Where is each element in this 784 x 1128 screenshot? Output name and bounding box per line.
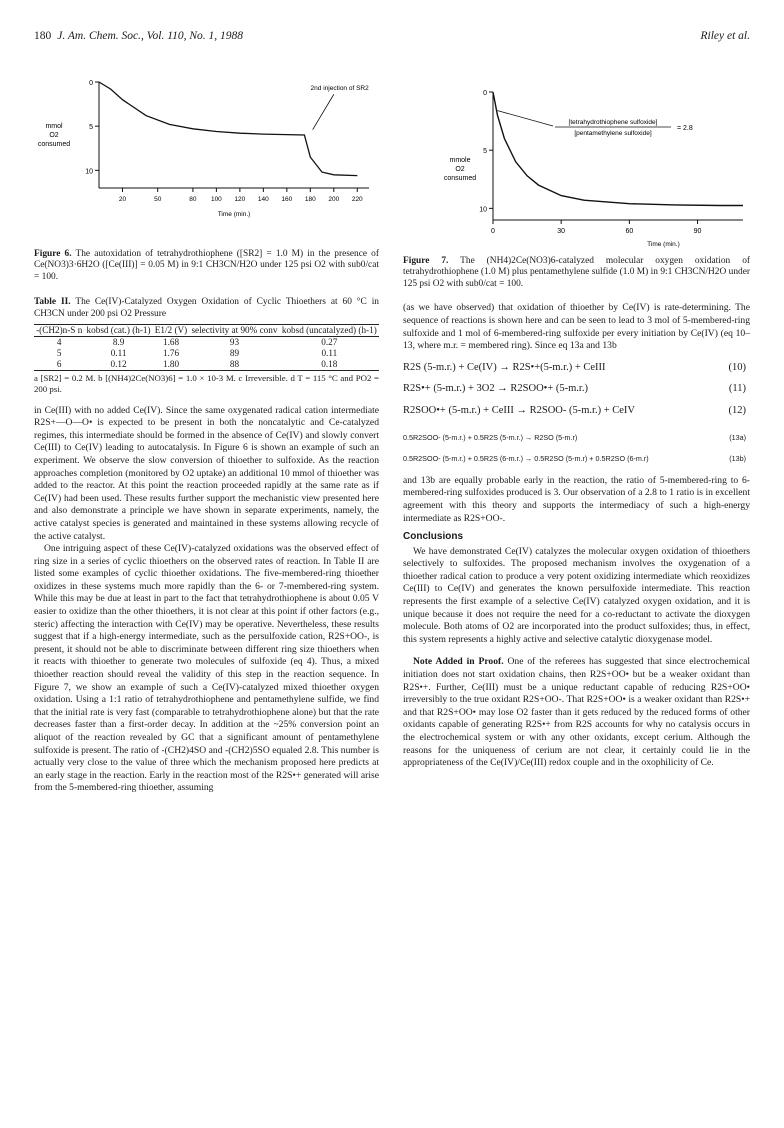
ratio-numerator: [tetrahydrothiophene sulfoxide] (568, 119, 658, 126)
ratio-value: = 2.8 (677, 125, 693, 132)
page-number: 180 (34, 30, 52, 42)
body-paragraph: (as we have observed) that oxidation of thioether by Ce(IV) is rate-determining. The sequence of reactions is shown here and can be seen to lead to 3 mol of 5-membered-ring sulfoxide and 1 mol of 6-membered-ring sulfoxide per every initiation by Ce(IV) (eq 10–13, where m.r. = membered ring). Since eq 13a and 13b (403, 302, 750, 352)
y-axis-label: consumed (443, 175, 477, 182)
x-tick-label: 220 (351, 196, 363, 203)
table-2-label: Table II. (34, 297, 71, 308)
data-series-line (493, 92, 743, 206)
right-column (403, 70, 750, 770)
running-header-left (34, 30, 243, 42)
x-tick-label: 50 (154, 196, 162, 203)
y-tick-label: 5 (483, 148, 487, 156)
table-cell: 93 (229, 336, 240, 347)
annotation-arrow (313, 94, 334, 129)
table-row (34, 336, 379, 348)
table-cell: 1.76 (162, 347, 180, 358)
table-2-col-kuncat: kobsd (uncatalyzed) (h-1) (280, 324, 379, 336)
table-2 (34, 324, 379, 371)
equation-number: (12) (728, 404, 746, 416)
equation-number: (11) (728, 383, 746, 395)
x-tick-label: 0 (491, 228, 495, 235)
table-2-col-n: -(CH2)n-S n (34, 324, 84, 336)
x-tick-label: 120 (234, 196, 246, 203)
x-tick-label: 20 (118, 196, 127, 203)
figure-7-caption-text: The (NH4)2Ce(NO3)6-catalyzed molecular oxygen oxidation of tetrahydrothiophene (1.0 M) plus pentamethylene sulfide (1.0 M) in 9:1 CH3CN/H2O under 125 psi O2 with sub0/cat = 100. (403, 255, 750, 289)
equation-text: R2S (5-m.r.) + Ce(IV) → R2S•+(5-m.r.) + CeIII (403, 361, 606, 373)
table-cell: 5 (56, 347, 62, 358)
y-axis-label: mmol (45, 123, 63, 130)
conclusions-paragraph: We have demonstrated Ce(IV) catalyzes the molecular oxygen oxidation of thioethers selectively to sulfoxides. The proposed mechanism involves the oxygenation of a thioether radical cation to produce a very potent oxidizing intermediate which reoxidizes Ce(III) to Ce(IV) and generates the known persulfoxide intermediate. This reaction represents the first example of a selective Ce(IV) catalyzed oxygen oxidation, and it is unique because it does not require the need for a co-reductant to activate the dioxygen molecule. Both atoms of O2 are incorporated into the product sulfoxides; thus, in effect, this system represents a highly active and selective catalytic dioxygenase model. (403, 545, 750, 645)
figure-6-caption (34, 249, 379, 284)
running-header-authors: Riley et al. (700, 30, 750, 42)
table-cell: 89 (229, 347, 240, 358)
x-axis-label: Time (min.) (217, 211, 251, 218)
equation-number: (13a) (729, 432, 746, 442)
equation-13a (403, 432, 750, 445)
table-cell: 0.18 (280, 359, 379, 371)
figure-6-chart (34, 70, 379, 240)
equation-number: (10) (728, 361, 746, 373)
ratio-pointer-arrow (498, 111, 553, 126)
note-text: One of the referees has suggested that since electrochemical initiation does not start oxidation chains, then R2S+OO• but be a weaker oxidant than R2S•+. Further, Ce(III) must be a unique reductant capable of reducing R2S+OO• irreversibly to the true oxidant R2S+OO-. That R2S+OO• is a weaker oxidant than R2S•+ and that R2S+OO• may lose O2 faster than it gets reduced by the reduced forms of other oxidants capable of generating R2S•+ from R2S accounts for why no catalysis occurs in the electrochemical system or with any other oxidants, except cerium. Although the reasons for the uniqueness of cerium are not clear, it certainly could lie in the appropriateness of the Ce(IV)/Ce(III) redox couple and in the oxophilicity of Ce. (403, 656, 750, 769)
x-tick-label: 140 (257, 196, 269, 203)
figure-6-caption-label: Figure 6. (34, 248, 72, 259)
x-axis-label: Time (min.) (647, 241, 680, 248)
equation-10 (403, 362, 750, 375)
table-cell: 1.80 (153, 359, 190, 371)
equation-number: (13b) (729, 454, 746, 464)
figure-7-caption-label: Figure 7. (403, 255, 449, 266)
x-tick-label: 180 (304, 196, 316, 203)
y-tick-label: 10 (85, 168, 93, 176)
x-tick-label: 30 (557, 228, 566, 235)
figure-7-chart (403, 70, 750, 248)
equation-text: 0.5R2SOO- (5-m.r.) + 0.5R2S (6-m.r.) → 0.5R2SO (5-m.r) + 0.5R2SO (6-m.r) (403, 454, 649, 464)
y-tick-label: 10 (479, 206, 487, 214)
x-tick-label: 160 (281, 196, 293, 203)
y-axis-label: mmole (449, 157, 471, 164)
table-2-title-text: The Ce(IV)-Catalyzed Oxygen Oxidation of Cyclic Thioethers at 60 °C in CH3CN under 200 psi O2 Pressure (34, 297, 379, 319)
table-cell: 0.27 (321, 336, 338, 347)
equation-11 (403, 383, 750, 396)
note-label: Note Added in Proof. (413, 656, 504, 668)
table-2-col-selectivity: selectivity at 90% conv (189, 324, 279, 336)
annotation-2nd-injection: 2nd injection of SR2 (310, 84, 369, 92)
table-cell: 0.11 (110, 347, 127, 358)
equation-text: 0.5R2SOO- (5-m.r.) + 0.5R2S (5-m.r.) → R2SO (5-m.r) (403, 432, 578, 442)
x-tick-label: 80 (189, 196, 197, 203)
figure-6-caption-text: The autoxidation of tetrahydrothiophene ([SR2] = 1.0 M) in the presence of Ce(NO3)3·6H2O ([Ce(III)] = 0.05 M) in 9:1 CH3CN/H2O under 125 psi O2 with sub0/cat = 100. (34, 248, 379, 282)
y-tick-label: 5 (89, 124, 93, 132)
table-2-col-e12: E1/2 (V) (153, 324, 190, 336)
table-row (34, 348, 379, 359)
x-tick-label: 60 (625, 228, 634, 235)
section-heading-conclusions: Conclusions (403, 531, 464, 543)
equation-12 (403, 405, 750, 418)
body-paragraph: in Ce(III) with no added Ce(IV). Since the same oxygenated radical cation intermediate R2S+—O—O• is expected to be present in both the noncatalytic and Ce-catalyzed regimes, this intermediate should be formed in the absence of Ce(IV) and slowly convert Ce(III) to Ce(IV) leading to autocatalysis. In Figure 6 is shown an example of such an experiment. We observe the slow conversion of thioether to sulfoxide. As the reaction approaches completion (monitored by O2 uptake) an additional 10 mmol of thioether was added to the reactor. At this point the reaction proceeded rapidly at the same rate as if Ce(IV) had been used. These results further support the mechanistic view presented here and also demonstrate a principle we have shown in separate experiments, namely, the active catalyst species is generated and maintained in these systems allowing recycle of the active catalyst. (34, 404, 379, 542)
body-paragraph: One intriguing aspect of these Ce(IV)-catalyzed oxidations was the observed effect of ring size in a series of cyclic thioethers on the observed rates of reaction. In Table II are listed some examples of cyclic thioether oxidations. The five-membered-ring thioether oxidizes in these systems much more rapidly than the 6- or 7-membered-ring system. While this may be due at least in part to the fact that tetrahydrothiophene is about 0.05 V easier to oxidize than the other thioethers, it is not clear at this point if other factors (e.g., steric) affecting the interaction with Ce(IV) may be operative. Nevertheless, these results suggest that if a high-energy intermediate, such as the persulfoxide cation, R2S+OO-, is present, it should not be able to discriminate between different ring size thioethers when it reacts with thioether to generate two molecules of sulfoxide (eq 4). Thus, a mixed thioether reaction should reveal the validity of this step in the reaction sequence. In Figure 7, we show an example of such a Ce(IV)-catalyzed mixed thioether oxygen oxidation. Using a 1:1 ratio of tetrahydrothiophene and pentamethylene sulfide, we find that the initial rate is very fast (comparable to tetrahydrothiophene alone) but that the rate decreases faster than a first-order decay. In addition at the ~25% conversion point an aliquot of the reaction revealed by GC that a significant amount of pentamethylene sulfoxide is present. The ratio of -(CH2)4SO and -(CH2)5SO equaled 2.8. This number is actually very close to the value of three which the mechanism proposed here predicts at an early stage in the reaction. Early in the reaction most of the R2S•+ generated will arise from the 5-membered-ring thioether, assuming (34, 543, 379, 794)
data-series-line (99, 82, 357, 176)
equation-text: R2SOO•+ (5-m.r.) + CeIII → R2SOO- (5-m.r.) + CeIV (403, 404, 635, 416)
table-2-footnotes: a [SR2] = 0.2 M. b [(NH4)2Ce(NO3)6] = 1.0 × 10-3 M. c Irreversible. d T = 115 °C and PO2 = 200 psi. (34, 372, 379, 394)
y-tick-label: 0 (89, 80, 93, 87)
ratio-denominator: [pentamethylene sulfoxide] (574, 130, 652, 137)
left-column (34, 70, 379, 795)
table-2-title (34, 297, 379, 320)
x-tick-label: 90 (693, 228, 702, 235)
y-axis-label: O2 (49, 132, 59, 139)
table-cell: 88 (189, 359, 279, 371)
table-cell: 4 (56, 336, 62, 347)
equation-13b (403, 453, 750, 466)
body-paragraph: and 13b are equally probable early in the reaction, the ratio of 5-membered-ring to 6-membered-ring sulfoxides produced is 3. Our observation of a 2.8 to 1 ratio is in excellent agreement with this theory and supports the intermediacy of such a high-energy intermediate as R2S+OO-. (403, 474, 750, 524)
journal-citation: J. Am. Chem. Soc., Vol. 110, No. 1, 1988 (57, 30, 244, 42)
figure-7-caption (403, 256, 750, 291)
table-cell: 1.68 (162, 336, 180, 347)
y-axis-label: O2 (455, 166, 465, 173)
equation-text: R2S•+ (5-m.r.) + 3O2 → R2SOO•+ (5-m.r.) (403, 383, 588, 395)
note-added-in-proof (403, 656, 750, 769)
table-2-col-kcat: kobsd (cat.) (h-1) (84, 324, 152, 336)
table-cell: 6 (34, 359, 84, 371)
y-tick-label: 0 (483, 90, 487, 97)
x-tick-label: 200 (328, 196, 340, 203)
table-cell: 8.9 (112, 336, 125, 347)
table-row (34, 359, 379, 371)
table-cell: 0.12 (84, 359, 152, 371)
y-axis-label: consumed (37, 141, 71, 148)
x-tick-label: 100 (210, 196, 222, 203)
table-cell: 0.11 (321, 347, 338, 358)
